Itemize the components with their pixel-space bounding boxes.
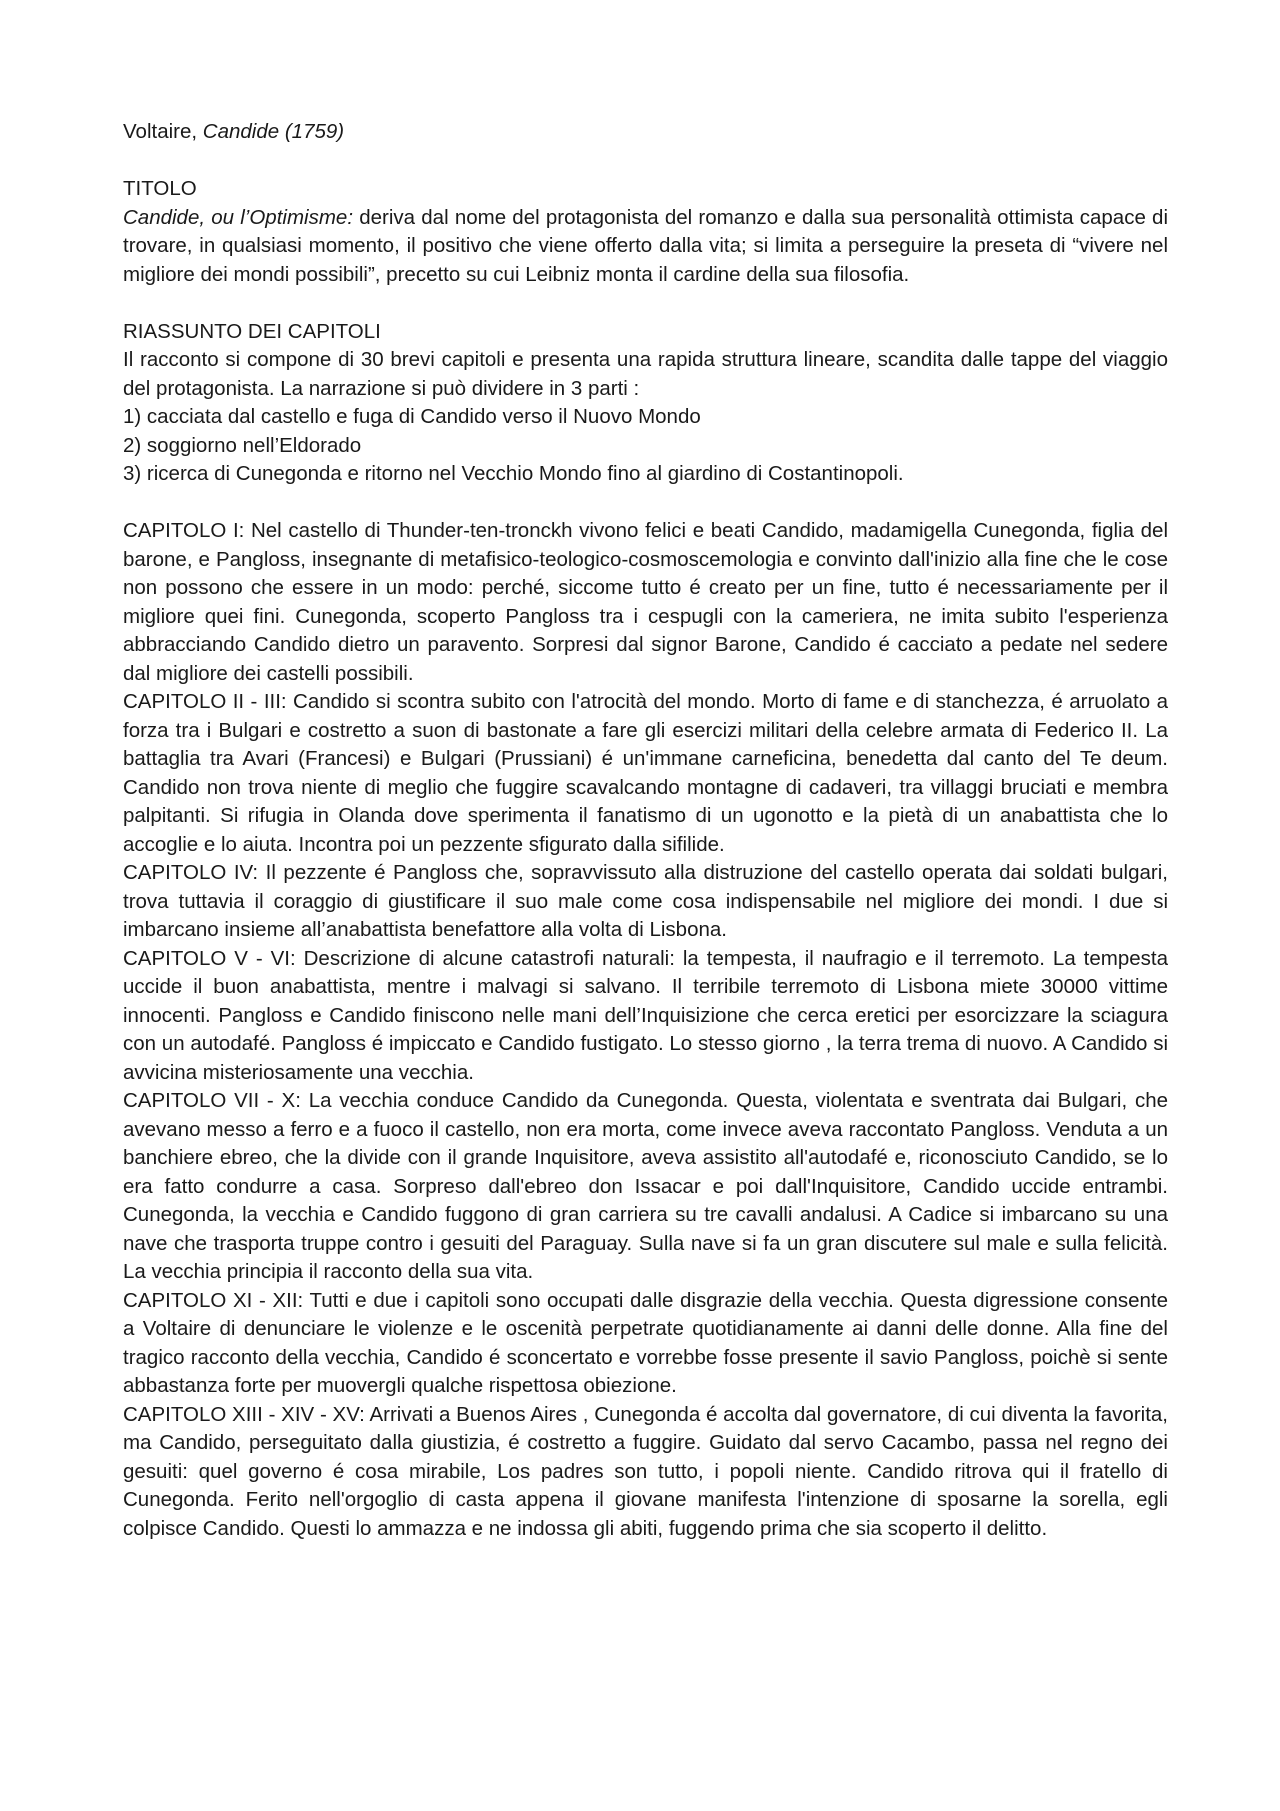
chapter-paragraph: CAPITOLO II - III: Candido si scontra subito con l'atrocità del mondo. Morto di fame e di stanchezza, é arruolato a forza tra i Bulgari e costretto a suon di bastonate a fare gli esercizi militari della celebre armata di Federico II. La battaglia tra Avari (Francesi) e Bulgari (Prussiani) é un'immane carneficina, benedetta dal canto del Te deum. Candido non trova niente di meglio che fuggire scavalcando montagne di cadaveri, tra villaggi bruciati e membra palpitanti. Si rifugia in Olanda dove sperimenta il fanatismo di un ugonotto e la pietà di un anabattista che lo accoglie e lo aiuta. Incontra poi un pezzente sfigurato dalla sifilide.	[123, 690, 1168, 856]
titolo-paragraph	[123, 204, 1168, 290]
work-title: Candide (1759)	[202, 120, 345, 143]
spacer	[123, 489, 1168, 518]
chapter-paragraph: CAPITOLO I: Nel castello di Thunder-ten-tronckh vivono felici e beati Candido, madamigella Cunegonda, figlia del barone, e Pangloss, insegnante di metafisico-teologico-cosmoscemologia e convinto dall'inizio alla fine che le cose non possono che essere in un modo: perché, siccome tutto é creato per un fine, tutto é necessariamente per il migliore quei fini. Cunegonda, scoperto Pangloss tra i cespugli con la cameriera, ne imita subito l'esperienza abbracciando Candido dietro un paravento. Sorpresi dal signor Barone, Candido é cacciato a pedate nel sedere dal migliore dei castelli possibili.	[123, 519, 1168, 685]
document-page	[123, 118, 1168, 1543]
part-item: 1) cacciata dal castello e fuga di Candido verso il Nuovo Mondo	[123, 405, 701, 428]
chapter-paragraph: CAPITOLO VII - X: La vecchia conduce Candido da Cunegonda. Questa, violentata e sventrata dai Bulgari, che avevano messo a ferro e a fuoco il castello, non era morta, come invece aveva raccontato Pangloss. Venduta a un banchiere ebreo, che la divide con il grande Inquisitore, aveva assistito all'autodafé e, riconosciuto Candido, se lo era fatto condurre a casa. Sorpreso dall'ebreo don Issacar e poi dall'Inquisitore, Candido uccide entrambi. Cunegonda, la vecchia e Candido fuggono di gran carriera su tre cavalli andalusi. A Cadice si imbarcano su una nave che trasporta truppe contro i gesuiti del Paraguay. Sulla nave si fa un gran discutere sul male e sulla felicità. La vecchia principia il racconto della sua vita.	[123, 1089, 1168, 1283]
chapter-paragraph: CAPITOLO IV: Il pezzente é Pangloss che, sopravvissuto alla distruzione del castello operata dai soldati bulgari, trova tuttavia il coraggio di giustificare il suo male come cosa indispensabile nel migliore dei mondi. I due si imbarcano insieme all’anabattista benefattore alla volta di Lisbona.	[123, 861, 1168, 941]
part-item: 2) soggiorno nell’Eldorado	[123, 433, 362, 457]
document-header	[123, 118, 1168, 147]
chapter-paragraph: CAPITOLO V - VI: Descrizione di alcune catastrofi naturali: la tempesta, il naufragio e il terremoto. La tempesta uccide il buon anabattista, mentre i malvagi si salvano. Il terribile terremoto di Lisbona miete 30000 vittime innocenti. Pangloss e Candido finiscono nelle mani dell’Inquisizione che cerca eretici per esorcizzare la sciagura con un autodafé. Pangloss é impiccato e Candido fustigato. Lo stesso giorno , la terra trema di nuovo. A Candido si avvicina misteriosamente una vecchia.	[123, 946, 1168, 1084]
part-item: 3) ricerca di Cunegonda e ritorno nel Vecchio Mondo fino al giardino di Costantinopoli.	[123, 462, 904, 485]
spacer	[123, 147, 1168, 176]
author-name: Voltaire,	[123, 120, 203, 143]
spacer	[123, 289, 1168, 318]
titolo-text: deriva dal nome del protagonista del romanzo e dalla sua personalità ottimista capace di trovare, in qualsiasi momento, il positivo che viene offerto dalla vita; si limita a perseguire la preseta di “vivere nel migliore dei mondi possibili”, precetto su cui Leibniz monta il cardine della sua filosofia.	[123, 205, 1169, 286]
original-title: Candide, ou l’Optimisme:	[123, 205, 354, 229]
section-heading-riassunto: RIASSUNTO DEI CAPITOLI	[123, 319, 381, 343]
section-heading-titolo: TITOLO	[123, 177, 197, 200]
riassunto-intro: Il racconto si compone di 30 brevi capitoli e presenta una rapida struttura lineare, scandita dalle tappe del viaggio del protagonista. La narrazione si può dividere in 3 parti :	[123, 348, 1168, 400]
chapter-paragraph: CAPITOLO XI - XII: Tutti e due i capitoli sono occupati dalle disgrazie della vecchia. Questa digressione consente a Voltaire di denunciare le violenze e le oscenità perpetrate quotidianamente ai danni delle donne. Alla fine del tragico racconto della vecchia, Candido é sconcertato e vorrebbe fosse presente il savio Pangloss, poichè si sente abbastanza forte per muovergli qualche rispettosa obiezione.	[123, 1288, 1168, 1397]
chapter-paragraph: CAPITOLO XIII - XIV - XV: Arrivati a Buenos Aires , Cunegonda é accolta dal governatore, di cui diventa la favorita, ma Candido, perseguitato dalla giustizia, é costretto a fuggire. Guidato dal servo Cacambo, passa nel regno dei gesuiti: quel governo é cosa mirabile, Los padres son tutto, i popoli niente. Candido ritrova qui il fratello di Cunegonda. Ferito nell'orgoglio di casta appena il giovane manifesta l'intenzione di sposarne la sorella, egli colpisce Candido. Questi lo ammazza e ne indossa gli abiti, fuggendo prima che sia scoperto il delitto.	[123, 1402, 1168, 1540]
